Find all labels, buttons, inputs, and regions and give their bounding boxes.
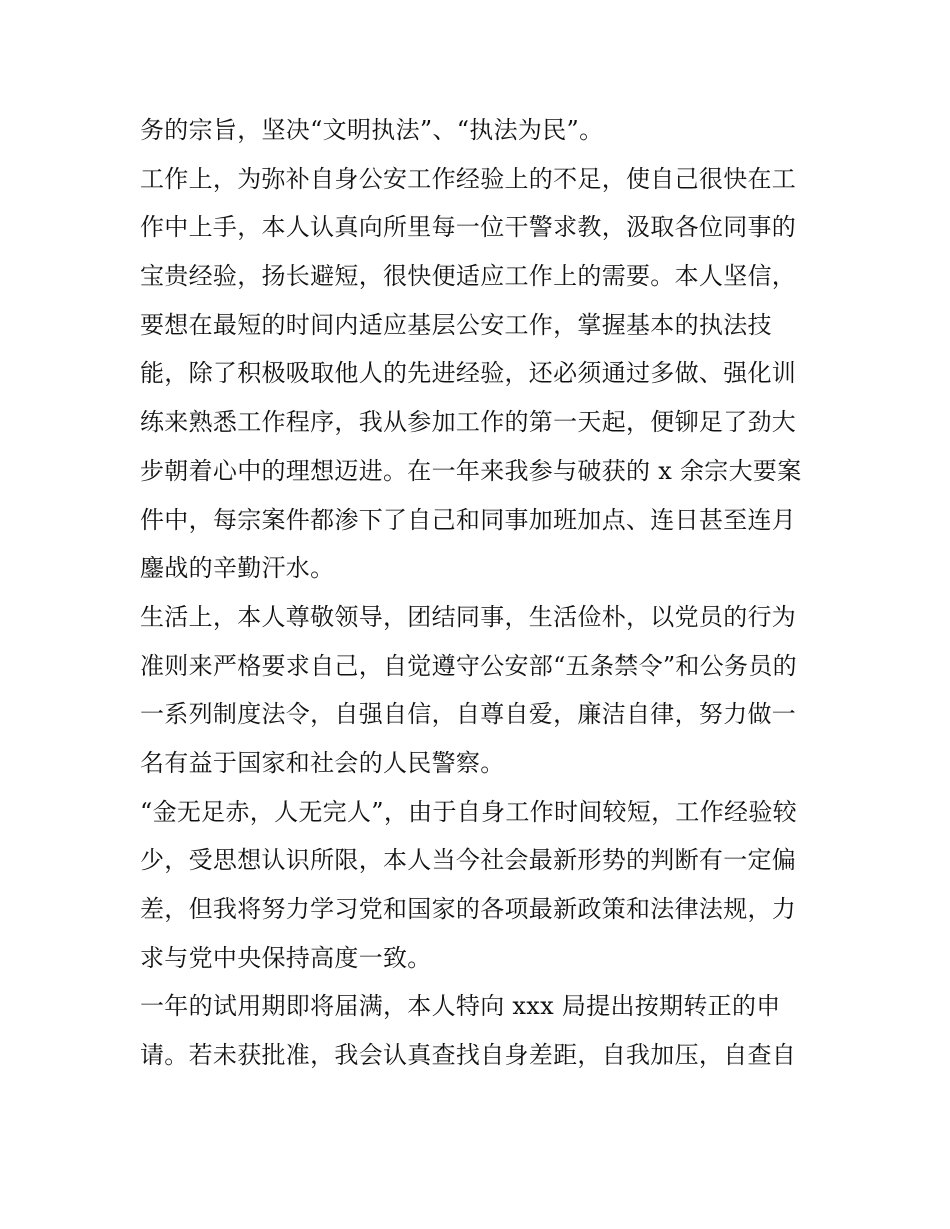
text-line: 步朝着心中的理想迈进。在一年来我参与破获的 x 余宗大要案 [140, 456, 802, 485]
text-line: 练来熟悉工作程序，我从参加工作的第一天起，便铆足了劲大 [140, 408, 797, 437]
text-line: 求与党中央保持高度一致。 [140, 943, 432, 972]
document-body [140, 106, 812, 1080]
text-line: 准则来严格要求自己，自觉遵守公安部“五条禁令”和公务员的 [140, 651, 797, 680]
text-line: 鏖战的辛勤汗水。 [140, 554, 335, 583]
text-line: “金无足赤，人无完人”，由于自身工作时间较短，工作经验较 [140, 797, 797, 826]
text-line: 务的宗旨，坚决“文明执法”、“执法为民”。 [140, 116, 604, 144]
text-line: 要想在最短的时间内适应基层公安工作，掌握基本的执法技 [140, 310, 772, 339]
text-line: 件中，每宗案件都渗下了自己和同事加班加点、连日甚至连月 [140, 505, 797, 534]
text-line: 差，但我将努力学习党和国家的各项最新政策和法律法规，力 [140, 895, 797, 923]
text-line: 作中上手，本人认真向所里每一位干警求教，汲取各位同事的 [140, 213, 797, 242]
text-line: 宝贵经验，扬长避短，很快便适应工作上的需要。本人坚信， [140, 262, 797, 291]
text-line: 一年的试用期即将届满，本人特向 xxx 局提出按期转正的申 [140, 992, 781, 1021]
text-line: 请。若未获批准，我会认真查找自身差距，自我加压，自查自 [140, 1041, 797, 1070]
text-line: 一系列制度法令，自强自信，自尊自爱，廉洁自律，努力做一 [140, 700, 797, 729]
text-line: 工作上，为弥补自身公安工作经验上的不足，使自己很快在工 [140, 164, 797, 193]
text-line: 能，除了积极吸取他人的先进经验，还必须通过多做、强化训 [140, 359, 797, 388]
text-line: 名有益于国家和社会的人民警察。 [140, 748, 505, 777]
text-line: 生活上，本人尊敬领导，团结同事，生活俭朴，以党员的行为 [140, 602, 797, 631]
text-line: 少，受思想认识所限，本人当今社会最新形势的判断有一定偏 [140, 846, 797, 875]
